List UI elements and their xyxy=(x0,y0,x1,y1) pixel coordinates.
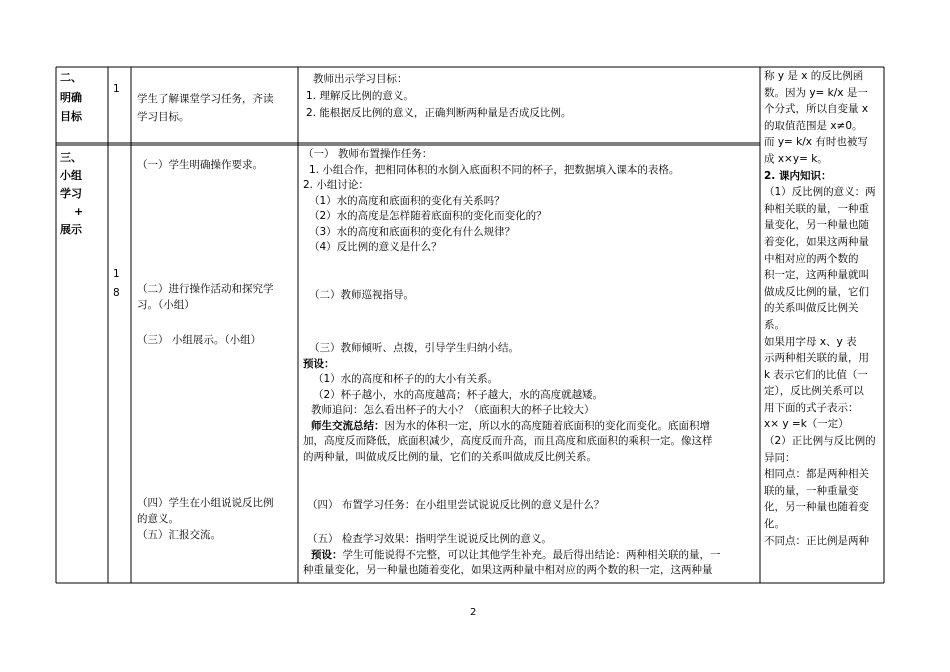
section-2-minutes: 1 xyxy=(113,83,120,95)
teacher-step-4: （四） 布置学习任务：在小组里尝试说说反比例的意义是什么？ xyxy=(307,499,605,511)
page-number: 2 xyxy=(470,607,477,618)
teacher-step-5: （五） 检查学习效果：指明学生说说反比例的意义。 预设：学生可能说得不完整，可以让其他学生补充。最后得出结论：两种相关联的量，一 种重量变化，另一种量也随着变化，如果这两种量中相对应的两个数的积一定，这两种量 xyxy=(303,533,721,576)
student-step-1: （一）学生明确操作要求。 xyxy=(137,159,263,171)
student-step-3: （三） 小组展示。（小组） xyxy=(137,334,262,346)
teacher-step-2: （二）教师巡视指导。 xyxy=(309,289,414,301)
section-2-teacher-activity: 教师出示学习目标： 1. 理解反比例的意义。 2. 能根据反比例的意义，正确判断两种量是否成反比例。 xyxy=(306,73,572,119)
student-step-2: （二）进行操作活动和探究学 习。（小组） xyxy=(137,283,274,311)
teacher-step-3: （三）教师倾听、点拨，引导学生归纳小结。 预设： （1）水的高度和杯子的的大小有关系。 （2）杯子越小，水的高度越高；杯子越大，水的高度就越矮。 教师追问：怎么看出杯子的大小？（底面积大的杯子比较大） 师生交流总结：因为水的体积一定，所以水的高度随着底面积的变化而变化。底面积增 加，高度反而降低，底面积减少，高度反而升高，而且高度和底面积的乘积一定。像这样 的两种量，叫做成反比例的量，它们的关系叫做成反比例关系。 xyxy=(303,342,713,463)
section-3-minutes: 1 8 xyxy=(113,268,120,299)
section-3-label: 三、 小组 学习 + 展示 xyxy=(60,151,84,236)
student-step-4: （四）学生在小组说说反比例 的意义。 xyxy=(137,497,274,525)
section-2-student-activity: 学生了解课堂学习任务，齐读 学习目标。 xyxy=(137,93,274,123)
notes-heading: 2. 课内知识： xyxy=(764,169,832,182)
student-step-5: （五）汇报交流。 xyxy=(137,529,221,541)
teacher-activities: （一） 教师布置操作任务： 1. 小组合作，把相同体积的水倒入底面积不同的杯子，把数据填入课本的表格。 2. 小组讨论： （1）水的高度和底面积的变化有关系吗？ （2）水的高度是怎样随着底面积的变化而变化的？ （3）水的高度和底面积的变化有什么规律？ （4）反比例的意义是什么？ xyxy=(303,148,680,253)
section-2-label: 二、 明确 目标 xyxy=(60,71,82,123)
knowledge-notes: 称 y 是 x 的反比例函 数。因为 y= k/x 是一 个分式，所以自变量 x 的取值范围是 x≠0。 而 y= k/x 有时也被写 成 x×y= k。 2. 课内知识： （1）反比例的意义：两 种相关联的量，一种重 量变化，另一种量也随 着变化，如果这两种量 中相对应的两个数的 积一定，这两种量就叫 做成反比例的量，它们 的关系叫做反比例关 系。 如果用字母 x、y 表 示两种相关联的量，用 k 表示它们的比值（一 定），反比例关系可以 用下面的式子表示： x× y =k（一定） （2）正比例与反比例的 异同： 相同点：都是两种相关 联的量，一种重量变 化，另一种量也随着变 化。 不同点：正比例是两种 xyxy=(764,68,884,549)
